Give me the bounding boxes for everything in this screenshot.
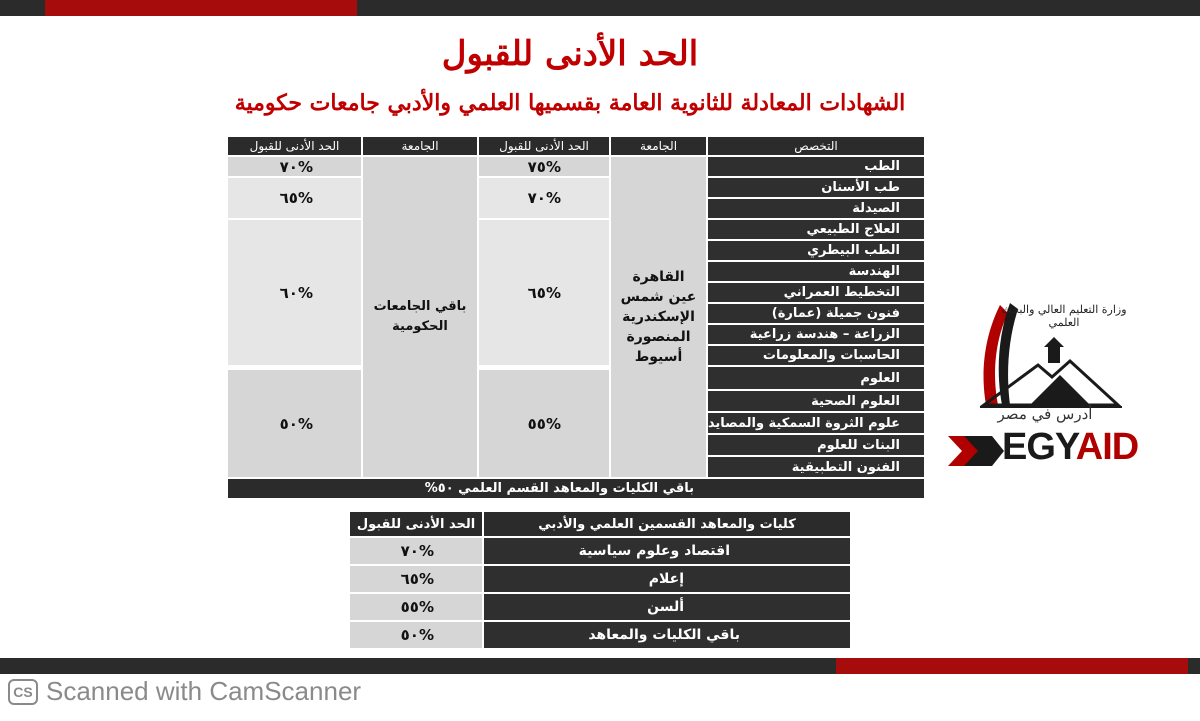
header-university-b: الجامعة [363, 137, 477, 155]
spec-row-science: العلوم [708, 367, 924, 389]
table-footer-note: باقي الكليات والمعاهد القسم العلمي ٥٠% [228, 479, 924, 498]
page-title: الحد الأدنى للقبول [441, 34, 699, 74]
header-min-a: الحد الأدنى للقبول [479, 137, 609, 155]
egyaid-wordmark [1002, 426, 1138, 469]
egyaid-chevron-icon [946, 432, 1006, 470]
faculty-min-languages: %٥٥ [350, 594, 482, 620]
faculty-min-media: %٦٥ [350, 566, 482, 592]
min-b-dentistry-pharmacy: %٦٥ [228, 178, 361, 218]
min-a-group-three: %٦٥ [479, 220, 609, 365]
faculty-row-economics: اقتصاد وعلوم سياسية [484, 538, 850, 564]
spec-row-dentistry: طب الأسنان [708, 178, 924, 197]
ministry-name: وزارة التعليم العالي والبحث العلمي [1001, 303, 1127, 329]
min-b-group-four: %٥٠ [228, 370, 361, 477]
spec-row-fisheries: علوم الثروة السمكية والمصايد [708, 413, 924, 433]
page-subtitle: الشهادات المعادلة للثانوية العامة بقسميها العلمي والأدبي جامعات حكومية [234, 90, 906, 116]
study-in-egypt-text: أدرس في مصر [997, 405, 1093, 423]
spec-row-fine-arts: فنون جميلة (عمارة) [708, 304, 924, 323]
universities-group-b: باقي الجامعات الحكومية [363, 157, 477, 477]
brand-right: AID [1075, 426, 1139, 468]
min-a-medicine: %٧٥ [479, 157, 609, 176]
header-min-b: الحد الأدنى للقبول [228, 137, 361, 155]
min-a-dentistry-pharmacy: %٧٠ [479, 178, 609, 218]
spec-row-medicine: الطب [708, 157, 924, 176]
spec-row-health-sciences: العلوم الصحية [708, 391, 924, 411]
brand-left: EGY [1002, 426, 1076, 468]
min-a-group-four: %٥٥ [479, 370, 609, 477]
universities-group-a: القاهرة عين شمس الإسكندرية المنصورة أسيوط [611, 157, 706, 477]
faculty-row-media: إعلام [484, 566, 850, 592]
header-specialization: التخصص [708, 137, 924, 155]
faculties-header-name: كليات والمعاهد القسمين العلمي والأدبي [484, 512, 850, 536]
spec-row-urban-planning: التخطيط العمراني [708, 283, 924, 302]
faculty-row-languages: ألسن [484, 594, 850, 620]
camscanner-watermark [8, 676, 361, 707]
bottom-accent-bar [836, 658, 1188, 674]
camscanner-icon: CS [8, 679, 38, 705]
faculty-row-others: باقي الكليات والمعاهد [484, 622, 850, 648]
spec-row-computers: الحاسبات والمعلومات [708, 346, 924, 365]
spec-row-applied-arts: الفنون التطبيقية [708, 457, 924, 477]
spec-row-pharmacy: الصيدلة [708, 199, 924, 218]
spec-row-engineering: الهندسة [708, 262, 924, 281]
faculties-header-min: الحد الأدنى للقبول [350, 512, 482, 536]
min-b-group-three: %٦٠ [228, 220, 361, 365]
spec-row-agriculture: الزراعة – هندسة زراعية [708, 325, 924, 344]
spec-row-veterinary: الطب البيطري [708, 241, 924, 260]
spec-row-girls-science: البنات للعلوم [708, 435, 924, 455]
min-b-medicine: %٧٠ [228, 157, 361, 176]
watermark-text: Scanned with CamScanner [46, 676, 362, 706]
spec-row-physiotherapy: العلاج الطبيعي [708, 220, 924, 239]
faculty-min-economics: %٧٠ [350, 538, 482, 564]
faculty-min-others: %٥٠ [350, 622, 482, 648]
top-accent-bar [45, 0, 357, 16]
header-university-a: الجامعة [611, 137, 706, 155]
